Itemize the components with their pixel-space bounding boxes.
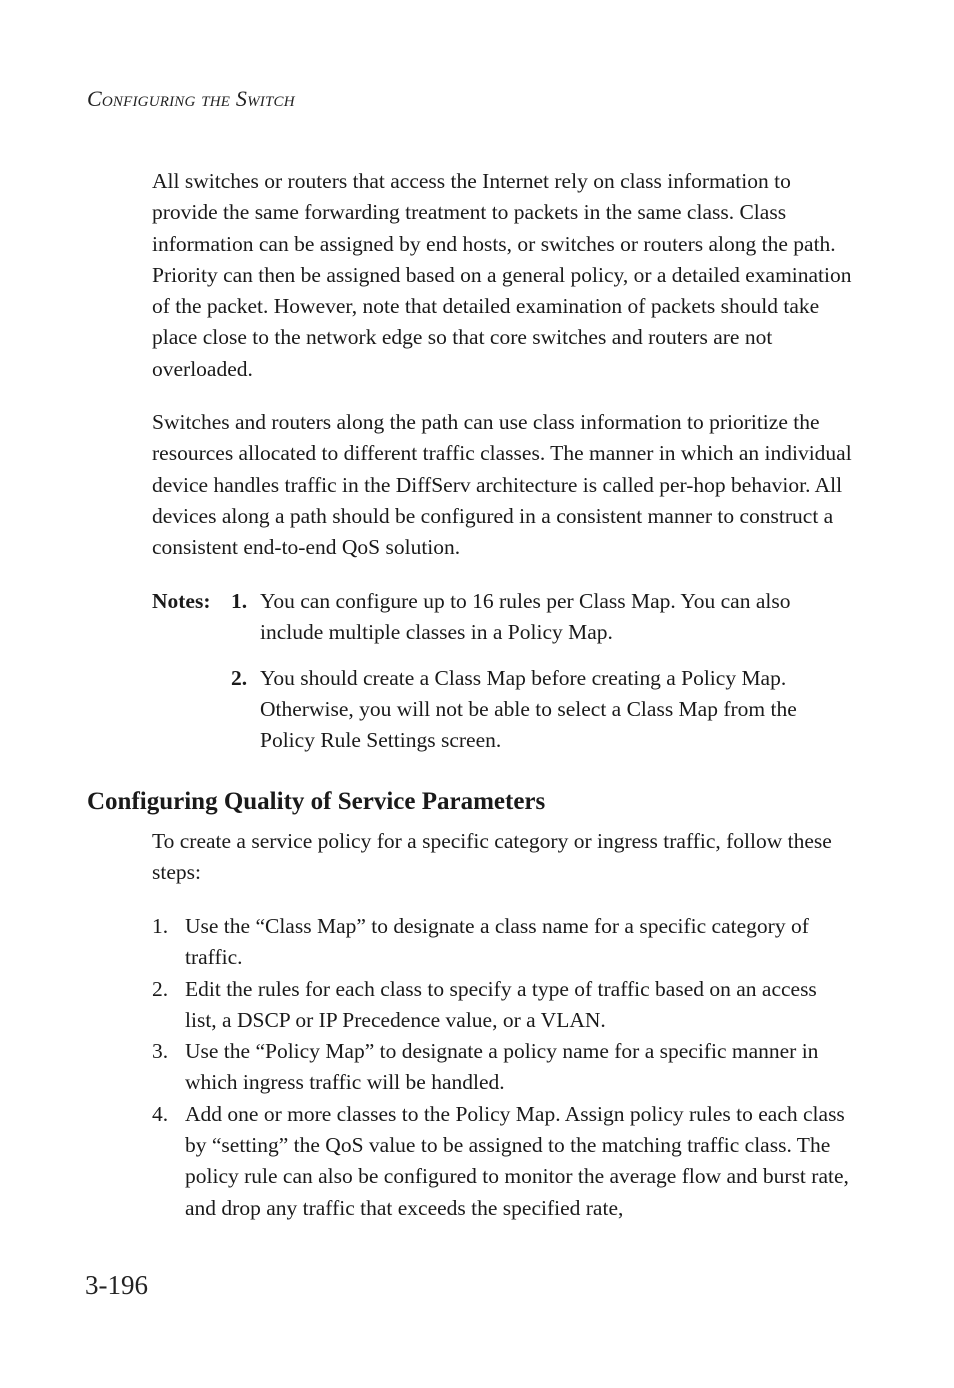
body-paragraph-1 [152, 166, 852, 385]
step-number: 3. [152, 1039, 169, 1064]
body-paragraph-2 [152, 407, 852, 563]
step-text: Edit the rules for each class to specify a type of traffic based on an access list, a DSCP or IP Precedence value, or a VLAN. [185, 976, 817, 1032]
notes-label: Notes: [152, 589, 211, 613]
note-text: You should create a Class Map before creating a Policy Map. Otherwise, you will not be able to select a Class Map from the Policy Rule Settings screen. [260, 665, 797, 753]
section-heading: Configuring Quality of Service Parameters [87, 788, 546, 815]
running-header: Configuring the Switch [87, 86, 295, 111]
step-number: 2. [152, 976, 169, 1001]
section-intro [152, 826, 852, 889]
list-item [152, 1036, 852, 1099]
paragraph-text: Switches and routers along the path can use class information to prioritize the resources allocated to different traffic classes. The manner in which an individual device handles traffic in the DiffServ architecture is called per-hop behavior. All devices along a path should be configured in a consistent manner to construct a consistent end-to-end QoS solution. [152, 410, 852, 560]
paragraph-text: To create a service policy for a specific category or ingress traffic, follow these steps: [152, 829, 832, 885]
note-item [152, 586, 852, 649]
step-number: 4. [152, 1101, 169, 1126]
list-item [152, 911, 852, 974]
note-number: 2. [231, 665, 248, 690]
list-item [152, 1099, 852, 1224]
note-item [152, 663, 852, 757]
note-number: 1. [231, 589, 248, 613]
notes-block [152, 586, 852, 756]
step-number: 1. [152, 914, 169, 938]
step-text: Add one or more classes to the Policy Map. Assign policy rules to each class by “setting” the QoS value to be assigned to the matching traffic class. The policy rule can also be configured to monitor the average flow and burst rate, and drop any traffic that exceeds the specified rate, [185, 1101, 849, 1220]
step-text: Use the “Policy Map” to designate a policy name for a specific manner in which ingress traffic will be handled. [185, 1039, 819, 1095]
paragraph-text: All switches or routers that access the Internet rely on class information to provide the same forwarding treatment to packets in the same class. Class information can be assigned by end hosts, or switches or routers along the path. Priority can then be assigned based on a general policy, or a detailed examination of the packet. However, note that detailed examination of packets should take place close to the network edge so that core switches and routers are not overloaded. [152, 169, 852, 381]
note-text: You can configure up to 16 rules per Class Map. You can also include multiple classes in a Policy Map. [260, 589, 791, 645]
step-text: Use the “Class Map” to designate a class name for a specific category of traffic. [185, 914, 809, 970]
list-item [152, 974, 852, 1037]
page-number: 3-196 [85, 1270, 148, 1300]
steps-list [152, 911, 852, 1224]
